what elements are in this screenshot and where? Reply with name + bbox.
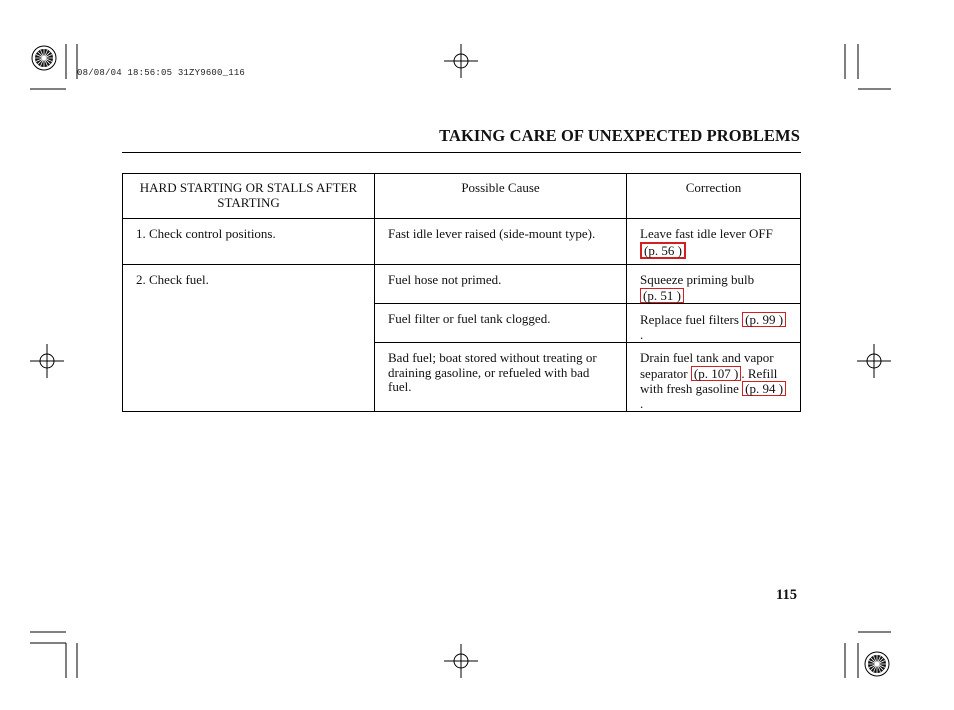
page-reference-link[interactable]: (p. 51 ) — [640, 288, 684, 303]
cause-cell: Fuel hose not primed. — [375, 265, 627, 304]
correction-text: Replace fuel filters — [640, 312, 739, 327]
correction-text: . Refill with fresh gasoline — [640, 365, 778, 396]
table-row — [123, 265, 801, 304]
column-header-cause: Possible Cause — [375, 174, 627, 219]
correction-text: Squeeze priming bulb — [640, 272, 755, 287]
correction-suffix: . — [640, 395, 644, 411]
check-cell: 2. Check fuel. — [123, 265, 375, 412]
page-reference-link[interactable]: (p. 107 ) — [691, 366, 741, 381]
cause-cell: Fast idle lever raised (side-mount type). — [375, 219, 627, 265]
page-number: 115 — [776, 587, 797, 603]
column-header-correction: Correction — [627, 174, 801, 219]
registration-target-icon — [32, 46, 56, 70]
section-title: TAKING CARE OF UNEXPECTED PROBLEMS — [439, 126, 800, 145]
header-rule — [122, 152, 801, 153]
table-header-row — [123, 174, 801, 219]
page-reference-link[interactable]: (p. 99 ) — [742, 312, 786, 327]
correction-text: Drain fuel tank and vapor separator — [640, 350, 774, 381]
cause-cell: Bad fuel; boat stored without treating or draining gasoline, or refueled with bad fuel. — [375, 343, 627, 412]
correction-suffix: . — [640, 326, 644, 342]
page-reference-link[interactable]: (p. 94 ) — [742, 381, 786, 396]
table-row — [123, 219, 801, 265]
troubleshooting-table — [122, 173, 801, 412]
page-reference-link[interactable]: (p. 56 ) — [640, 242, 686, 259]
check-cell: 1. Check control positions. — [123, 219, 375, 265]
correction-cell — [627, 219, 801, 265]
correction-cell — [627, 304, 801, 343]
correction-cell — [627, 265, 801, 304]
correction-text: Leave fast idle lever OFF — [640, 226, 773, 241]
registration-target-icon — [865, 652, 889, 676]
column-header-symptom: HARD STARTING OR STALLS AFTER STARTING — [123, 174, 375, 219]
correction-cell — [627, 343, 801, 412]
cause-cell: Fuel filter or fuel tank clogged. — [375, 304, 627, 343]
print-stamp: 08/08/04 18:56:05 31ZY9600_116 — [77, 68, 246, 78]
